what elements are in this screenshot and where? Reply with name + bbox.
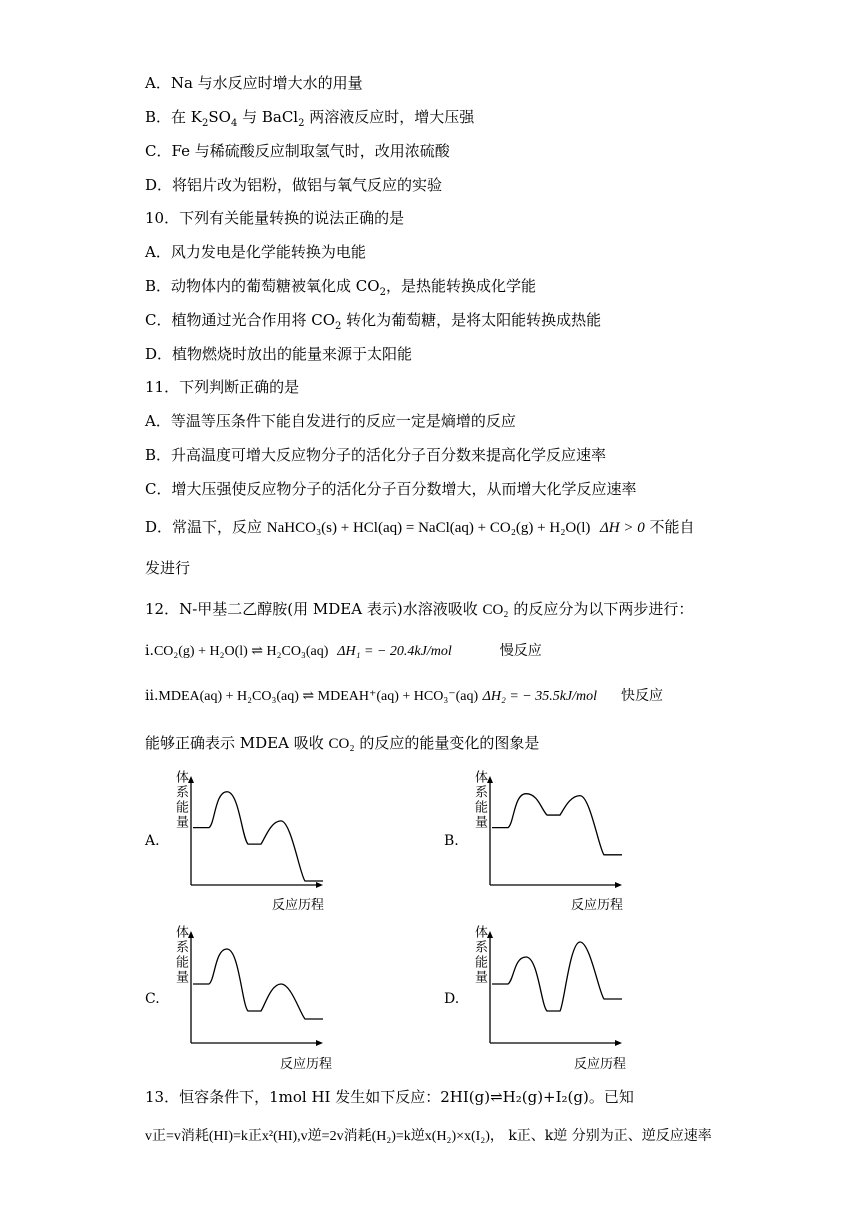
chart-a-energy-curve bbox=[193, 792, 323, 881]
energy-chart-c bbox=[145, 925, 345, 1073]
chart-d-option-label: D. bbox=[444, 991, 460, 1007]
q12-step-i-note: 慢反应 bbox=[499, 643, 542, 659]
chart-c-energy-curve bbox=[193, 949, 323, 1019]
q12-step-i: i.CO₂(g) + H₂O(l) ⇌ H₂CO₃(aq) ΔH₁ = − 20.4kJ/mol 慢反应 bbox=[145, 643, 542, 659]
chart-c-ylabel: 体系能量 bbox=[173, 925, 188, 985]
chart-b-energy-curve bbox=[492, 794, 622, 855]
q11-stem: 11．下列判断正确的是 bbox=[145, 378, 300, 396]
q12-step-ii: ii.MDEA(aq) + H₂CO₃(aq) ⇌ MDEAH⁺(aq) + HCO₃⁻(aq) ΔH₂ = − 35.5kJ/mol 快反应 bbox=[145, 688, 664, 704]
chart-c-x-arrow bbox=[316, 1040, 323, 1046]
q13-stem: 13．恒容条件下，1mol HI 发生如下反应：2HI(g)⇌H₂(g)+I₂(g)。已知 bbox=[145, 1088, 634, 1106]
q10-stem: 10．下列有关能量转换的说法正确的是 bbox=[145, 209, 405, 227]
q9-option-d: D．将铝片改为铝粉，做铝与氧气反应的实验 bbox=[145, 176, 443, 194]
q13-rate-equation: v正=v消耗(HI)=k正x²(HI),v逆=2v消耗(H₂)=k逆x(H₂)×x(I₂)， k正、k逆 分别为正、逆反应速率 bbox=[145, 1128, 712, 1144]
chart-d-xlabel: 反应历程 bbox=[574, 1057, 627, 1072]
q12-step-i-dh: ΔH₁ = − 20.4kJ/mol bbox=[337, 644, 452, 659]
chart-a-x-arrow bbox=[316, 882, 323, 888]
q11-option-c: C．增大压强使反应物分子的活化分子百分数增大，从而增大化学反应速率 bbox=[145, 480, 637, 498]
chart-b-ylabel: 体系能量 bbox=[472, 770, 487, 830]
q9-option-a: A．Na 与水反应时增大水的用量 bbox=[145, 74, 363, 92]
q11-option-b: B．升高温度可增大反应物分子的活化分子百分数来提高化学反应速率 bbox=[145, 446, 607, 464]
q11-option-d: D．常温下，反应 NaHCO₃(s) + HCl(aq) = NaCl(aq) + CO₂(g) + H₂O(l) ΔH > 0 不能自 bbox=[145, 518, 695, 536]
chart-d-ylabel: 体系能量 bbox=[472, 925, 487, 985]
q11-option-d-continued: 发进行 bbox=[145, 559, 191, 577]
q12-question: 能够正确表示 MDEA 吸收 CO₂ 的反应的能量变化的图象是 bbox=[145, 734, 540, 752]
q10-option-a: A．风力发电是化学能转换为电能 bbox=[145, 243, 366, 261]
q10-option-d: D．植物燃烧时放出的能量来源于太阳能 bbox=[145, 345, 413, 363]
chart-a-option-label: A. bbox=[145, 833, 160, 849]
q10-option-b: B．动物体内的葡萄糖被氧化成 $CO_2$，是热能转换成化学能 bbox=[145, 277, 536, 298]
chart-b-xlabel: 反应历程 bbox=[571, 898, 624, 913]
chart-b-x-arrow bbox=[615, 882, 622, 888]
chart-c-option-label: C. bbox=[145, 991, 160, 1007]
energy-chart-b bbox=[444, 770, 644, 915]
q11-option-a: A．等温等压条件下能自发进行的反应一定是熵增的反应 bbox=[145, 412, 516, 430]
chart-a-ylabel: 体系能量 bbox=[173, 770, 188, 830]
q12-step-i-equation: CO₂(g) + H₂O(l) ⇌ H₂CO₃(aq) bbox=[153, 644, 329, 659]
chart-a-xlabel: 反应历程 bbox=[272, 898, 325, 913]
q9-option-c: C．Fe 与稀硫酸反应制取氢气时，改用浓硫酸 bbox=[145, 142, 450, 160]
q11-equation: NaHCO₃(s) + HCl(aq) = NaCl(aq) + CO₂(g) + H₂O(l) bbox=[266, 520, 591, 536]
q12-stem: 12．N-甲基二乙醇胺(用 MDEA 表示)水溶液吸收 CO₂ 的反应分为以下两步进行： bbox=[145, 600, 694, 618]
energy-chart-d bbox=[444, 925, 644, 1073]
chart-d-energy-curve bbox=[492, 942, 622, 1011]
q12-step-ii-note: 快反应 bbox=[621, 688, 664, 704]
q11-delta-h: ΔH > 0 bbox=[599, 520, 645, 536]
q12-step-ii-dh: ΔH₂ = − 35.5kJ/mol bbox=[482, 689, 598, 704]
q9-option-b: B．在 $K_2SO_4$ 与 BaCl$_2$ 两溶液反应时，增大压强 bbox=[145, 108, 475, 129]
chart-b-option-label: B. bbox=[444, 833, 459, 849]
q10-option-c: C．植物通过光合作用将 $CO_2$ 转化为葡萄糖，是将太阳能转换成热能 bbox=[145, 311, 602, 332]
q12-step-ii-equation: MDEA(aq) + H₂CO₃(aq) ⇌ MDEAH⁺(aq) + HCO₃⁻(aq) bbox=[158, 689, 479, 704]
chart-c-xlabel: 反应历程 bbox=[280, 1057, 333, 1072]
energy-chart-a bbox=[145, 770, 345, 915]
chart-d-x-arrow bbox=[615, 1040, 622, 1046]
